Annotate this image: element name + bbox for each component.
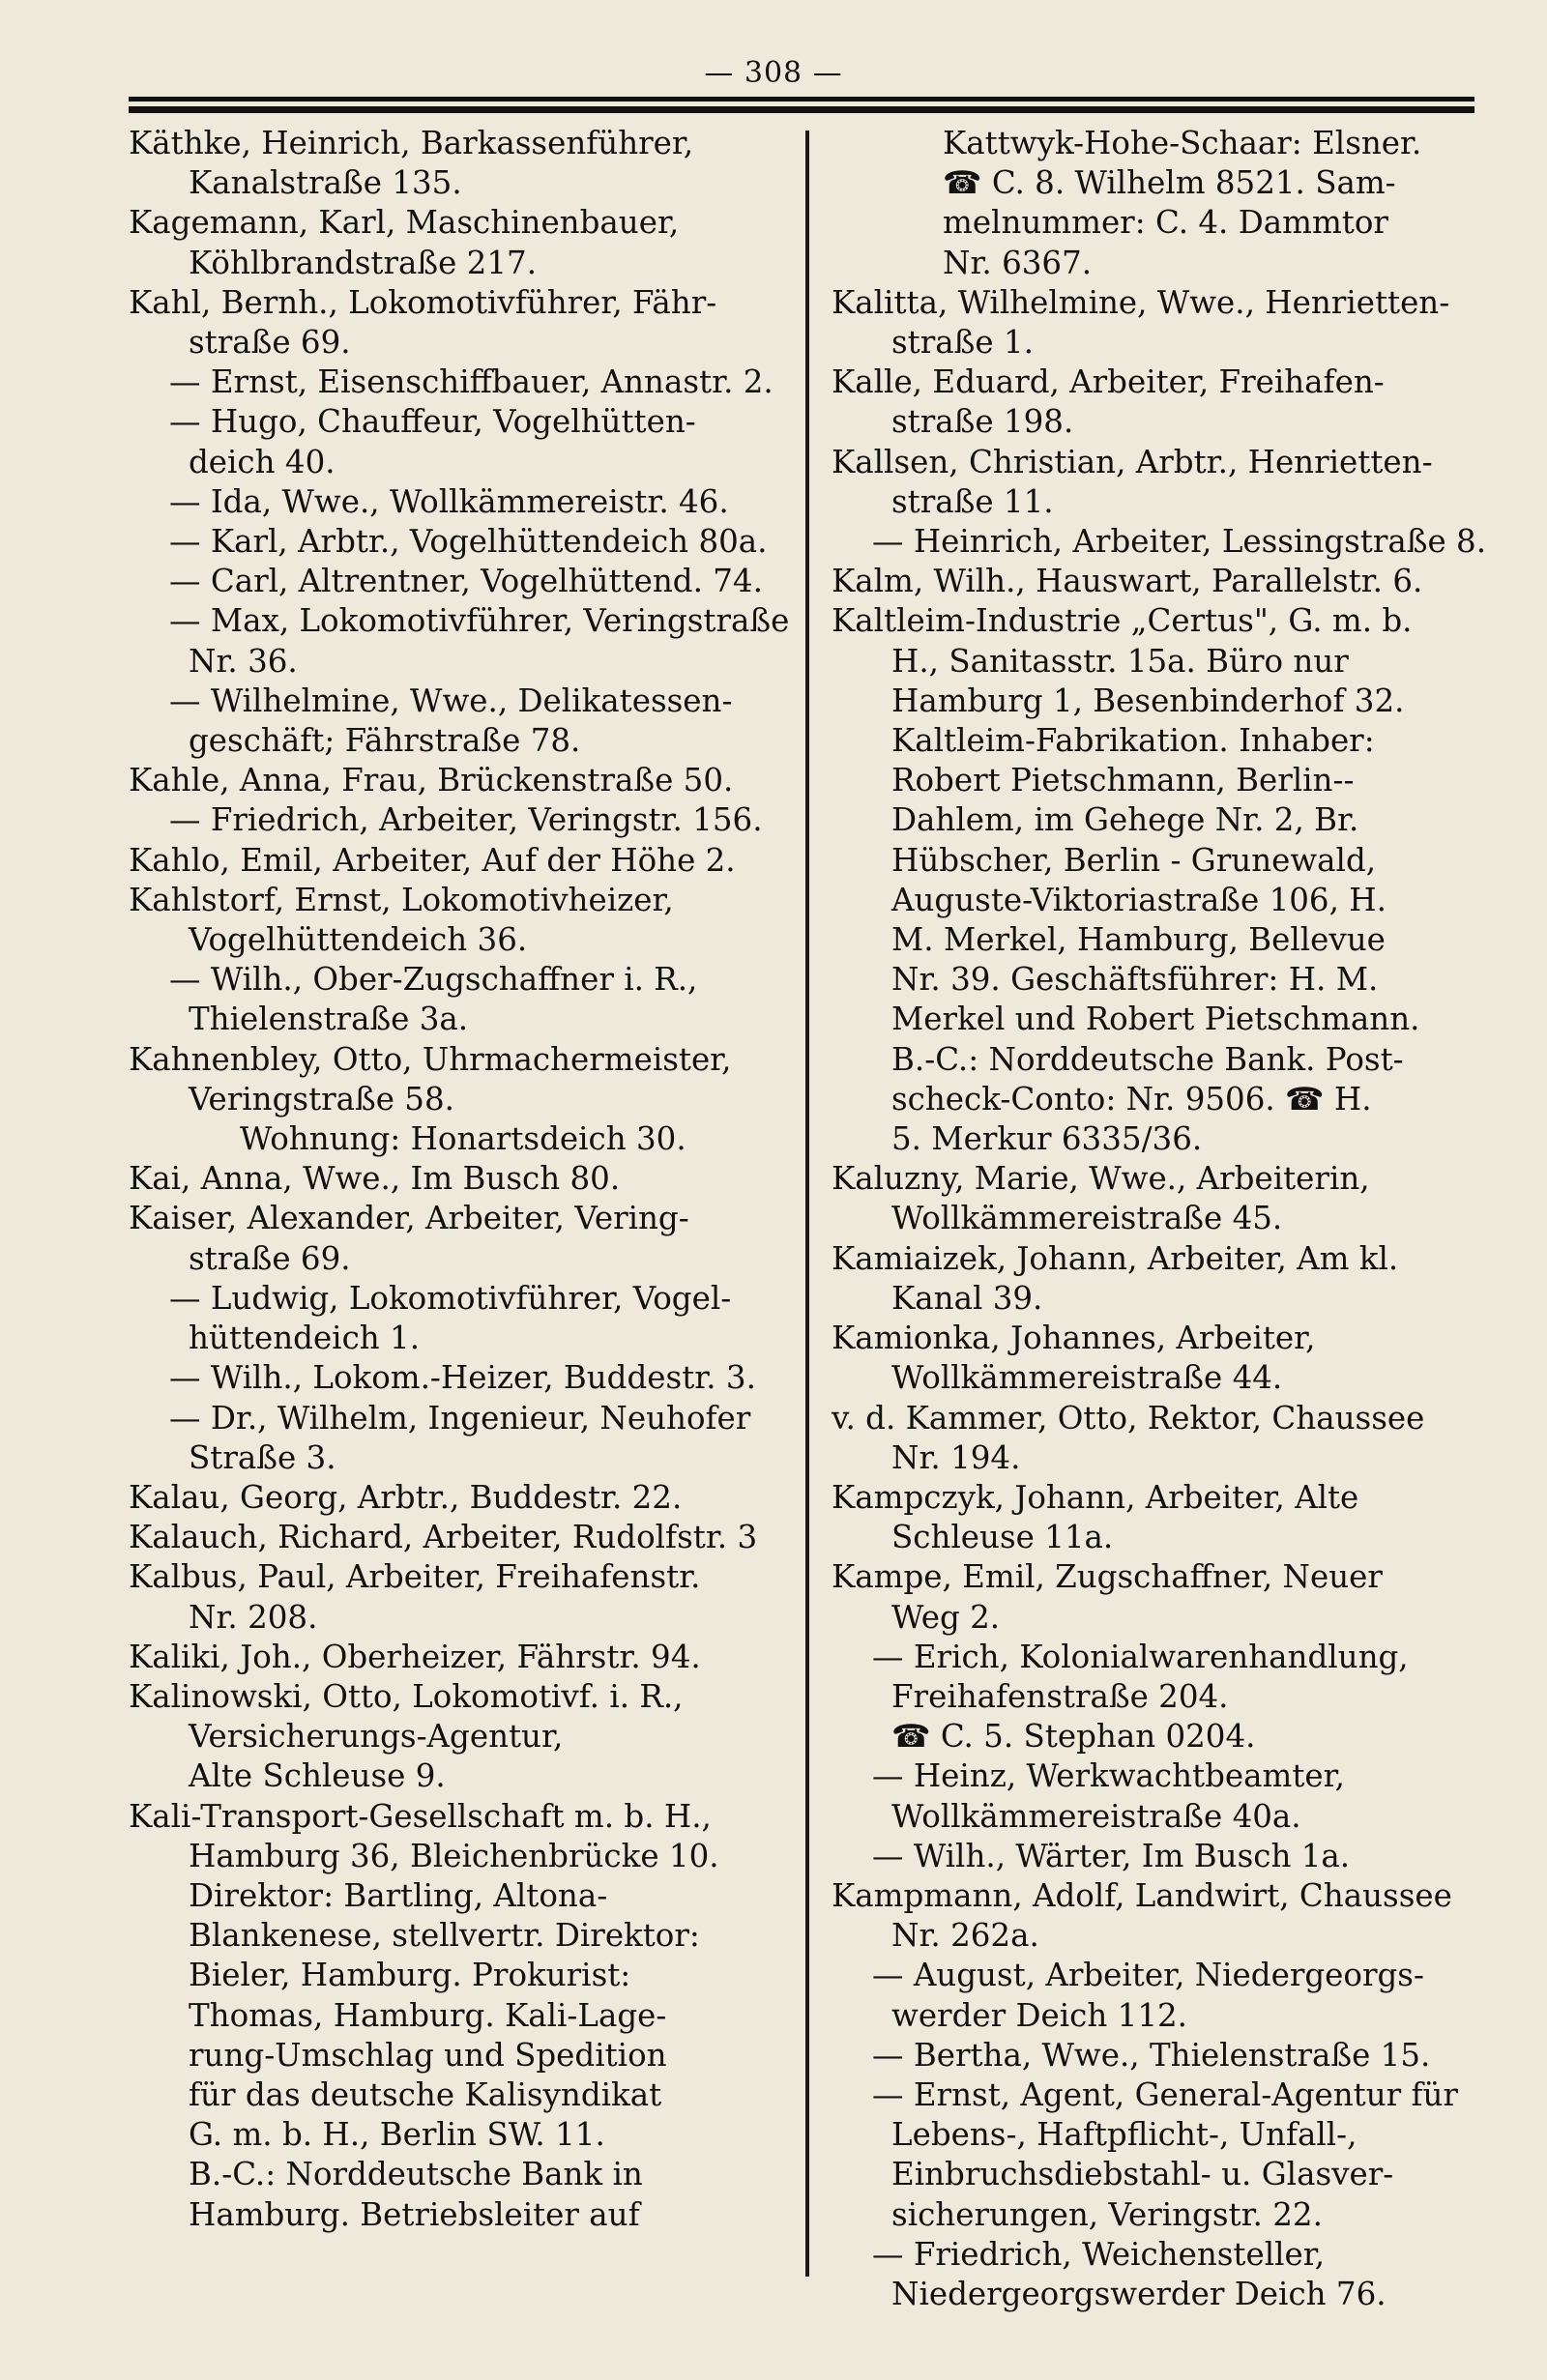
entry-line: Kali-Transport-Gesellschaft m. b. H., xyxy=(129,1797,712,1835)
entry-line: Kampczyk, Johann, Arbeiter, Alte xyxy=(832,1478,1359,1516)
entry-line: Kahle, Anna, Frau, Brückenstraße 50. xyxy=(129,762,734,799)
entry-line: Hamburg 36, Bleichenbrücke 10. xyxy=(189,1837,719,1874)
entry-line: werder Deich 112. xyxy=(891,1996,1188,2034)
directory-entry xyxy=(129,203,805,282)
entry-line: — Heinrich, Arbeiter, Lessingstraße 8. xyxy=(872,523,1487,561)
entry-line: M. Merkel, Hamburg, Bellevue xyxy=(891,921,1386,959)
directory-entry xyxy=(832,1837,1513,1876)
entry-line: Straße 3. xyxy=(189,1438,336,1476)
entry-line: v. d. Kammer, Otto, Rektor, Chaussee xyxy=(832,1399,1425,1437)
entry-line: G. m. b. H., Berlin SW. 11. xyxy=(189,2116,605,2154)
entry-line: Hamburg 1, Besenbinderhof 32. xyxy=(891,682,1405,719)
directory-entry xyxy=(129,482,805,522)
directory-entry xyxy=(832,1876,1513,1956)
directory-entry xyxy=(129,124,805,203)
entry-line: Nr. 194. xyxy=(891,1438,1021,1476)
directory-entry xyxy=(129,1478,805,1518)
entry-line: — Carl, Altrentner, Vogelhüttend. 74. xyxy=(169,563,763,600)
directory-entry xyxy=(129,562,805,601)
entry-line: — Ernst, Agent, General-Agentur für xyxy=(872,2075,1459,2113)
entry-line: Kalle, Eduard, Arbeiter, Freihafen- xyxy=(832,363,1385,401)
entry-line: Einbruchsdiebstahl- u. Glasver- xyxy=(891,2156,1394,2193)
entry-line: straße 1. xyxy=(891,324,1034,362)
directory-entry xyxy=(129,1199,805,1278)
entry-line: B.-C.: Norddeutsche Bank in xyxy=(189,2156,643,2193)
column-divider xyxy=(805,131,809,2277)
directory-entry xyxy=(832,1319,1513,1398)
entry-line: — August, Arbeiter, Niedergeorgs- xyxy=(872,1957,1424,1994)
directory-entry xyxy=(832,1638,1513,1757)
entry-line: Hamburg. Betriebsleiter auf xyxy=(189,2195,640,2233)
directory-entry xyxy=(832,1756,1513,1836)
directory-entry xyxy=(129,682,805,761)
entry-line: rung-Umschlag und Spedition xyxy=(189,2036,667,2074)
directory-entry xyxy=(832,443,1513,522)
entry-line: — Bertha, Wwe., Thielenstraße 15. xyxy=(872,2036,1431,2074)
entry-line: Versicherungs-Agentur, xyxy=(189,1718,564,1756)
entry-line: Kalm, Wilh., Hauswart, Parallelstr. 6. xyxy=(832,563,1423,600)
directory-entry xyxy=(832,363,1513,442)
entry-line: Nr. 208. xyxy=(189,1598,318,1636)
entry-line: — Hugo, Chauffeur, Vogelhütten- xyxy=(169,403,696,441)
entry-line: Nr. 6367. xyxy=(943,244,1093,281)
directory-entry xyxy=(129,881,805,960)
directory-entry xyxy=(832,1239,1513,1319)
entry-line: Wollkämmereistraße 40a. xyxy=(891,1797,1301,1835)
entry-line: Kahl, Bernh., Lokomotivführer, Fähr- xyxy=(129,283,717,321)
directory-entry xyxy=(129,1638,805,1677)
directory-entry xyxy=(129,1159,805,1199)
directory-entry xyxy=(129,1557,805,1637)
entry-line: — Erich, Kolonialwarenhandlung, xyxy=(872,1638,1409,1675)
entry-line: — Dr., Wilhelm, Ingenieur, Neuhofer xyxy=(169,1399,751,1437)
directory-entry xyxy=(129,1797,805,2235)
directory-entry xyxy=(129,1279,805,1358)
entry-line: Käthke, Heinrich, Barkassenführer, xyxy=(129,125,694,161)
entry-line: Hübscher, Berlin - Grunewald, xyxy=(891,841,1377,879)
entry-line: Freihafenstraße 204. xyxy=(891,1677,1229,1715)
directory-entry xyxy=(832,2036,1513,2075)
entry-line: Kahlo, Emil, Arbeiter, Auf der Höhe 2. xyxy=(129,841,736,879)
directory-entry xyxy=(129,1518,805,1557)
entry-line: Kattwyk-Hohe-Schaar: Elsner. xyxy=(943,125,1422,161)
entry-line: Weg 2. xyxy=(891,1598,1001,1636)
entry-line: Kaltleim-Fabrikation. Inhaber: xyxy=(891,722,1375,760)
entry-line: Kagemann, Karl, Maschinenbauer, xyxy=(129,204,680,242)
directory-entry xyxy=(832,124,1513,283)
directory-entry xyxy=(832,1557,1513,1637)
entry-line: — Wilh., Wärter, Im Busch 1a. xyxy=(872,1837,1351,1874)
entry-line: — Wilh., Ober-Zugschaffner i. R., xyxy=(169,961,698,999)
entry-line: Kahlstorf, Ernst, Lokomotivheizer, xyxy=(129,881,674,918)
directory-entry xyxy=(832,1159,1513,1238)
entry-line: Kanalstraße 135. xyxy=(189,164,462,202)
entry-line: Kallsen, Christian, Arbtr., Henrietten- xyxy=(832,443,1433,480)
right-column xyxy=(832,124,1513,2314)
entry-line: Nr. 39. Geschäftsführer: H. M. xyxy=(891,961,1379,999)
entry-line: Dahlem, im Gehege Nr. 2, Br. xyxy=(891,801,1359,839)
directory-entry xyxy=(129,1040,805,1119)
directory-entry xyxy=(832,522,1513,562)
entry-line: 5. Merkur 6335/36. xyxy=(891,1120,1203,1158)
entry-line: Thielenstraße 3a. xyxy=(189,1001,469,1038)
entry-line: Auguste-Viktoriastraße 106, H. xyxy=(891,881,1386,918)
entry-line: Kaliki, Joh., Oberheizer, Fährstr. 94. xyxy=(129,1638,701,1675)
directory-entry xyxy=(129,522,805,562)
entry-line: geschäft; Fährstraße 78. xyxy=(189,722,581,760)
entry-line: Merkel und Robert Pietschmann. xyxy=(891,1001,1420,1038)
directory-entry xyxy=(832,1399,1513,1478)
entry-line: Kaiser, Alexander, Arbeiter, Vering- xyxy=(129,1200,689,1237)
entry-line: — Friedrich, Weichensteller, xyxy=(872,2235,1326,2273)
entry-line: Wohnung: Honartsdeich 30. xyxy=(240,1120,686,1158)
directory-entry xyxy=(832,1956,1513,2035)
directory-entry xyxy=(129,363,805,402)
directory-entry xyxy=(129,402,805,481)
directory-entry xyxy=(129,800,805,840)
entry-line: — Ida, Wwe., Wollkämmereistr. 46. xyxy=(169,482,729,520)
directory-entry xyxy=(832,283,1513,363)
entry-line: Bieler, Hamburg. Prokurist: xyxy=(189,1957,631,1994)
entry-line: Kaltleim-Industrie „Certus", G. m. b. xyxy=(832,602,1413,640)
entry-line: straße 198. xyxy=(891,403,1074,441)
entry-line: B.-C.: Norddeutsche Bank. Post- xyxy=(891,1040,1404,1078)
entry-line: Kalbus, Paul, Arbeiter, Freihafenstr. xyxy=(129,1558,701,1596)
left-column xyxy=(129,124,805,2235)
directory-entry xyxy=(129,1119,805,1159)
directory-entry xyxy=(129,761,805,800)
entry-line: hüttendeich 1. xyxy=(189,1320,421,1357)
entry-line: Kamiaizek, Johann, Arbeiter, Am kl. xyxy=(832,1239,1399,1277)
entry-line: ☎ C. 8. Wilhelm 8521. Sam- xyxy=(943,164,1396,202)
entry-line: Thomas, Hamburg. Kali-Lage- xyxy=(189,1996,667,2034)
directory-entry xyxy=(129,1677,805,1797)
directory-entry xyxy=(129,1358,805,1398)
entry-line: — Wilhelmine, Wwe., Delikatessen- xyxy=(169,682,733,719)
directory-entry xyxy=(129,601,805,681)
entry-line: sicherungen, Veringstr. 22. xyxy=(891,2195,1323,2233)
entry-line: H., Sanitasstr. 15a. Büro nur xyxy=(891,642,1349,680)
header-rule-thick xyxy=(129,106,1474,113)
entry-line: Wollkämmereistraße 45. xyxy=(891,1200,1283,1237)
entry-line: Veringstraße 58. xyxy=(189,1080,454,1117)
entry-line: — Karl, Arbtr., Vogelhüttendeich 80a. xyxy=(169,523,768,561)
directory-entry xyxy=(129,841,805,881)
entry-line: straße 69. xyxy=(189,1239,351,1277)
entry-line: — Friedrich, Arbeiter, Veringstr. 156. xyxy=(169,801,763,839)
entry-line: — Max, Lokomotivführer, Veringstraße xyxy=(169,602,790,640)
entry-line: Kanal 39. xyxy=(891,1279,1043,1317)
directory-entry xyxy=(832,2075,1513,2235)
entry-line: deich 40. xyxy=(189,443,336,480)
entry-line: Kampe, Emil, Zugschaffner, Neuer xyxy=(832,1558,1383,1596)
entry-line: Kaluzny, Marie, Wwe., Arbeiterin, xyxy=(832,1160,1370,1198)
entry-line: Wollkämmereistraße 44. xyxy=(891,1359,1283,1397)
entry-line: straße 11. xyxy=(891,482,1054,520)
entry-line: Kamionka, Johannes, Arbeiter, xyxy=(832,1320,1316,1357)
entry-line: Kampmann, Adolf, Landwirt, Chaussee xyxy=(832,1876,1452,1914)
entry-line: Kahnenbley, Otto, Uhrmachermeister, xyxy=(129,1040,732,1078)
entry-line: Lebens-, Haftpflicht-, Unfall-, xyxy=(891,2116,1357,2154)
entry-line: melnummer: C. 4. Dammtor xyxy=(943,204,1388,242)
entry-line: Kai, Anna, Wwe., Im Busch 80. xyxy=(129,1160,621,1198)
entry-line: Blankenese, stellvertr. Direktor: xyxy=(189,1917,700,1955)
entry-line: Niedergeorgswerder Deich 76. xyxy=(891,2275,1386,2312)
page-number: — 308 — xyxy=(704,56,843,90)
directory-entry xyxy=(832,2235,1513,2314)
directory-entry xyxy=(129,283,805,363)
directory-entry xyxy=(832,562,1513,601)
entry-line: Schleuse 11a. xyxy=(891,1519,1114,1556)
entry-line: scheck-Conto: Nr. 9506. ☎ H. xyxy=(891,1080,1372,1117)
entry-line: Robert Pietschmann, Berlin-- xyxy=(891,762,1355,799)
header-rule-thin xyxy=(129,97,1474,102)
entry-line: Direktor: Bartling, Altona- xyxy=(189,1876,608,1914)
entry-line: Kalauch, Richard, Arbeiter, Rudolfstr. 3 xyxy=(129,1519,758,1556)
directory-entry xyxy=(129,1399,805,1478)
entry-line: für das deutsche Kalisyndikat xyxy=(189,2075,662,2113)
directory-entry xyxy=(832,601,1513,1159)
directory-entry xyxy=(129,960,805,1039)
entry-line: Alte Schleuse 9. xyxy=(189,1757,446,1795)
entry-line: — Ludwig, Lokomotivführer, Vogel- xyxy=(169,1279,732,1317)
entry-line: Nr. 262a. xyxy=(891,1917,1039,1955)
entry-line: Kalitta, Wilhelmine, Wwe., Henrietten- xyxy=(832,283,1450,321)
directory-entry xyxy=(832,1478,1513,1557)
entry-line: Kalau, Georg, Arbtr., Buddestr. 22. xyxy=(129,1478,683,1516)
entry-line: straße 69. xyxy=(189,324,351,362)
entry-line: Vogelhüttendeich 36. xyxy=(189,921,528,959)
entry-line: — Ernst, Eisenschiffbauer, Annastr. 2. xyxy=(169,363,774,401)
entry-line: — Heinz, Werkwachtbeamter, xyxy=(872,1757,1345,1795)
entry-line: — Wilh., Lokom.-Heizer, Buddestr. 3. xyxy=(169,1359,756,1397)
entry-line: Nr. 36. xyxy=(189,642,298,680)
entry-line: ☎ C. 5. Stephan 0204. xyxy=(891,1718,1256,1756)
entry-line: Köhlbrandstraße 217. xyxy=(189,244,538,281)
entry-line: Kalinowski, Otto, Lokomotivf. i. R., xyxy=(129,1677,684,1715)
